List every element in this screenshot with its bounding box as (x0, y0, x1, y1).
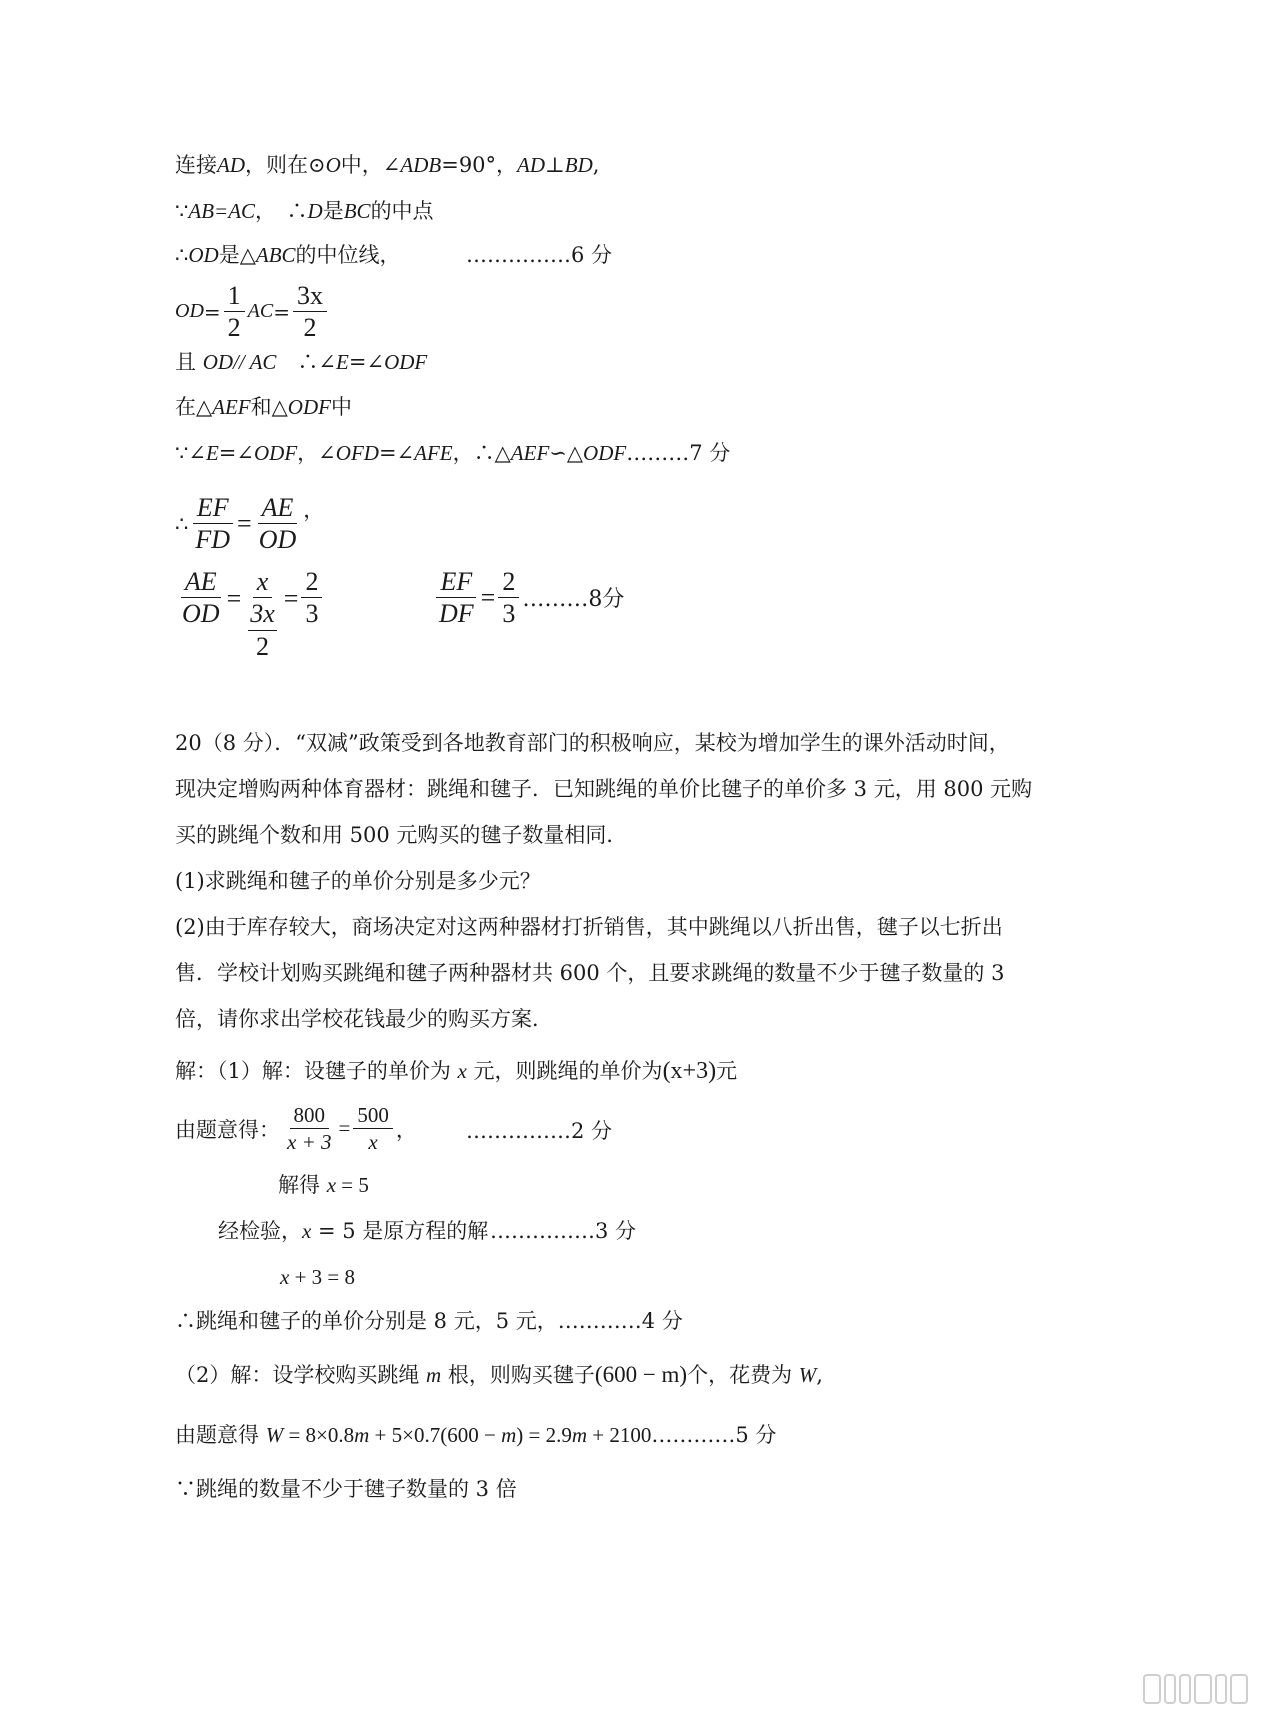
fraction: $\frac{AE}{OD}$ (182, 567, 220, 629)
corner-mark-bar (1230, 1674, 1248, 1704)
solution-line: 由题意得： $\frac{800}{x + 3}$ = $\frac{500}{x}$ ， (175, 1103, 417, 1155)
score-mark: ……………3 分 (490, 1219, 637, 1243)
formula-line: OD = $\frac{1}{2}$ AC = $\frac{3x}{2}$ (175, 282, 330, 342)
question-text: 售．学校计划购买跳绳和毽子两种器材共 600 个，且要求跳绳的数量不少于毽子数量的 3 (175, 961, 1005, 985)
fraction: $\frac{800}{x + 3}$ (287, 1103, 332, 1155)
corner-mark-bar (1194, 1674, 1212, 1704)
solution-line: （2）解：设学校购买跳绳 m 根，则购买毽子(600 − m)个，花费为 W, (175, 1362, 823, 1387)
formula-line: ∴ $\frac{EF}{FD}$ = $\frac{AE}{OD}$ ， (175, 493, 325, 555)
fraction: $\frac{1}{2}$ (224, 282, 245, 342)
fraction: $\frac{500}{x}$ (353, 1104, 393, 1153)
solution-line: 由题意得 W = 8×0.8m + 5×0.7(600 − m) = 2.9m + 2100…………5 分 (175, 1423, 777, 1447)
score-mark: ………8分 (522, 587, 625, 613)
solution-line: 解得 x = 5 (278, 1173, 369, 1197)
complex-fraction: x 3x 2 (250, 567, 275, 661)
question-text: 倍，请你求出学校花钱最少的购买方案． (175, 1007, 553, 1031)
score-mark: …………5 分 (651, 1423, 777, 1447)
fraction: $\frac{AE}{OD}$ (258, 493, 297, 555)
question-text: (2)由于库存较大，商场决定对这两种器材打折销售，其中跳绳以八折出售，毽子以七折出 (175, 915, 1003, 939)
text-line: ∴OD是△ABC的中位线， (175, 243, 401, 267)
corner-mark (1143, 1674, 1248, 1704)
text-line: 连接AD，则在⊙O中，∠ADB=90°，AD⊥BD, (175, 153, 600, 177)
question-text: 20（8 分）．“双减”政策受到各地教育部门的积极响应，某校为增加学生的课外活动时间， (175, 731, 1010, 755)
solution-line: ∵跳绳的数量不少于毽子数量的 3 倍 (175, 1477, 517, 1501)
fraction: $\frac{2}{3}$ (498, 568, 519, 628)
fraction: $\frac{3x}{2}$ (293, 282, 327, 342)
question-text: 现决定增购两种体育器材：跳绳和毽子．已知跳绳的单价比毽子的单价多 3 元，用 800 元购 (175, 777, 1033, 801)
score-mark: ……………6 分 (466, 243, 613, 267)
solution-line: 经检验，x = 5 是原方程的解 (218, 1219, 489, 1243)
score-mark: …………4 分 (557, 1309, 683, 1333)
fraction: $\frac{2}{3}$ (301, 568, 322, 628)
text-line: 且 OD// AC ∴∠E=∠ODF (175, 350, 428, 374)
solution-line: ∴跳绳和毽子的单价分别是 8 元，5 元，…………4 分 (175, 1309, 683, 1333)
corner-mark-bar (1143, 1674, 1161, 1704)
text-line: ∵AB=AC， ∴D是BC的中点 (175, 199, 434, 223)
corner-mark-bar (1164, 1674, 1176, 1704)
fraction: $\frac{EF}{DF}$ (435, 568, 478, 628)
corner-mark-bar (1215, 1674, 1227, 1704)
corner-mark-bar (1179, 1674, 1191, 1704)
question-text: 买的跳绳个数和用 500 元购买的毽子数量相同． (175, 823, 628, 847)
formula-line: $\frac{EF}{DF}$ = $\frac{2}{3}$ ………8分 (432, 568, 624, 628)
text-line: ∵∠E=∠ODF，∠OFD=∠AFE，∴△AEF∽△ODF………7 分 (175, 441, 731, 465)
score-mark: ………7 分 (626, 441, 731, 465)
question-text: (1)求跳绳和毽子的单价分别是多少元？ (175, 869, 541, 893)
fraction: $\frac{EF}{FD}$ (191, 494, 234, 554)
solution-line: x + 3 = 8 (280, 1265, 356, 1289)
solution-line: 解：（1）解：设毽子的单价为 x 元，则跳绳的单价为(x+3)元 (175, 1058, 738, 1084)
text-line: 在△AEF和△ODF中 (175, 395, 352, 419)
formula-line: $\frac{AE}{OD}$ = x 3x 2 = $\frac{2}{3}$ (175, 568, 325, 660)
score-mark: ……………2 分 (466, 1119, 613, 1143)
